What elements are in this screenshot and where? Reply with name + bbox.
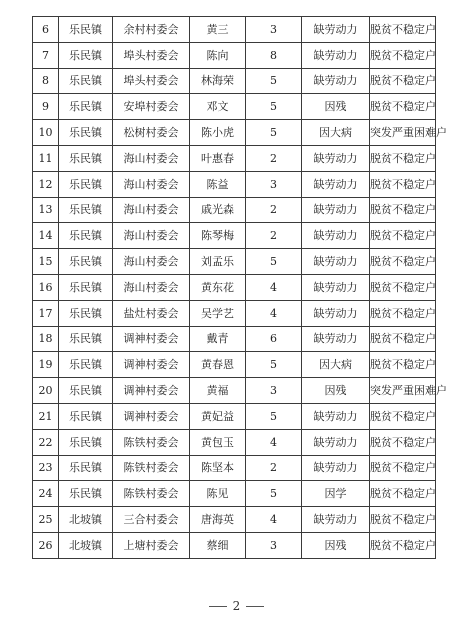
household-size-cell: 4	[246, 300, 302, 326]
household-type-cell: 脱贫不稳定户	[370, 249, 436, 275]
household-type-cell: 突发严重困难户	[370, 378, 436, 404]
village-committee-cell: 埠头村委会	[113, 68, 190, 94]
poverty-reason-cell: 缺劳动力	[302, 223, 370, 249]
row-number: 18	[33, 326, 59, 352]
village-committee-cell: 盐灶村委会	[113, 300, 190, 326]
table-row	[33, 94, 436, 120]
page-number: 2	[232, 599, 241, 613]
page-footer	[0, 599, 473, 613]
poverty-reason-cell: 缺劳动力	[302, 197, 370, 223]
row-number: 13	[33, 197, 59, 223]
row-number: 11	[33, 145, 59, 171]
poverty-reason-cell: 缺劳动力	[302, 17, 370, 43]
householder-name-cell: 唐海英	[190, 507, 246, 533]
household-size-cell: 2	[246, 197, 302, 223]
village-committee-cell: 余村村委会	[113, 17, 190, 43]
village-committee-cell: 安埠村委会	[113, 94, 190, 120]
household-type-cell: 脱贫不稳定户	[370, 171, 436, 197]
household-type-cell: 脱贫不稳定户	[370, 326, 436, 352]
household-size-cell: 3	[246, 17, 302, 43]
household-type-cell: 脱贫不稳定户	[370, 17, 436, 43]
household-size-cell: 4	[246, 429, 302, 455]
row-number: 23	[33, 455, 59, 481]
householder-name-cell: 陈益	[190, 171, 246, 197]
village-committee-cell: 调神村委会	[113, 403, 190, 429]
householder-name-cell: 吴学艺	[190, 300, 246, 326]
village-committee-cell: 调神村委会	[113, 326, 190, 352]
town-cell: 乐民镇	[59, 120, 113, 146]
footer-dash-right	[246, 606, 264, 607]
table-row	[33, 507, 436, 533]
town-cell: 北坡镇	[59, 532, 113, 558]
town-cell: 乐民镇	[59, 274, 113, 300]
poverty-reason-cell: 因残	[302, 378, 370, 404]
town-cell: 乐民镇	[59, 171, 113, 197]
householder-name-cell: 林海荣	[190, 68, 246, 94]
row-number: 6	[33, 17, 59, 43]
householder-name-cell: 陈小虎	[190, 120, 246, 146]
village-committee-cell: 陈铁村委会	[113, 481, 190, 507]
householder-name-cell: 邓文	[190, 94, 246, 120]
row-number: 24	[33, 481, 59, 507]
householder-name-cell: 叶惠春	[190, 145, 246, 171]
household-type-cell: 脱贫不稳定户	[370, 42, 436, 68]
town-cell: 北坡镇	[59, 507, 113, 533]
household-type-cell: 脱贫不稳定户	[370, 455, 436, 481]
table-row	[33, 120, 436, 146]
town-cell: 乐民镇	[59, 481, 113, 507]
household-size-cell: 3	[246, 532, 302, 558]
town-cell: 乐民镇	[59, 223, 113, 249]
household-type-cell: 脱贫不稳定户	[370, 507, 436, 533]
row-number: 16	[33, 274, 59, 300]
row-number: 19	[33, 352, 59, 378]
household-type-cell: 脱贫不稳定户	[370, 68, 436, 94]
household-size-cell: 3	[246, 171, 302, 197]
household-size-cell: 2	[246, 223, 302, 249]
poverty-reason-cell: 缺劳动力	[302, 171, 370, 197]
household-type-cell: 脱贫不稳定户	[370, 300, 436, 326]
table-row	[33, 274, 436, 300]
poverty-reason-cell: 缺劳动力	[302, 274, 370, 300]
town-cell: 乐民镇	[59, 378, 113, 404]
table-row	[33, 300, 436, 326]
table-row	[33, 481, 436, 507]
village-committee-cell: 三合村委会	[113, 507, 190, 533]
town-cell: 乐民镇	[59, 326, 113, 352]
poverty-reason-cell: 缺劳动力	[302, 42, 370, 68]
household-type-cell: 脱贫不稳定户	[370, 429, 436, 455]
household-size-cell: 2	[246, 455, 302, 481]
household-size-cell: 5	[246, 68, 302, 94]
table-row	[33, 223, 436, 249]
village-committee-cell: 海山村委会	[113, 197, 190, 223]
table-row	[33, 532, 436, 558]
town-cell: 乐民镇	[59, 429, 113, 455]
town-cell: 乐民镇	[59, 197, 113, 223]
household-type-cell: 脱贫不稳定户	[370, 352, 436, 378]
householder-name-cell: 陈琴梅	[190, 223, 246, 249]
householder-name-cell: 戚光森	[190, 197, 246, 223]
village-committee-cell: 陈铁村委会	[113, 455, 190, 481]
household-size-cell: 3	[246, 378, 302, 404]
household-type-cell: 脱贫不稳定户	[370, 145, 436, 171]
poverty-reason-cell: 缺劳动力	[302, 403, 370, 429]
village-committee-cell: 埠头村委会	[113, 42, 190, 68]
household-type-cell: 脱贫不稳定户	[370, 481, 436, 507]
table-row	[33, 42, 436, 68]
table-row	[33, 17, 436, 43]
row-number: 21	[33, 403, 59, 429]
household-type-cell: 脱贫不稳定户	[370, 403, 436, 429]
town-cell: 乐民镇	[59, 300, 113, 326]
household-size-cell: 4	[246, 274, 302, 300]
poverty-reason-cell: 因大病	[302, 352, 370, 378]
poverty-reason-cell: 因学	[302, 481, 370, 507]
householder-name-cell: 黄三	[190, 17, 246, 43]
village-committee-cell: 海山村委会	[113, 171, 190, 197]
row-number: 14	[33, 223, 59, 249]
row-number: 26	[33, 532, 59, 558]
householder-name-cell: 戴青	[190, 326, 246, 352]
table-row	[33, 352, 436, 378]
table-row	[33, 171, 436, 197]
table-row	[33, 249, 436, 275]
householder-name-cell: 黄福	[190, 378, 246, 404]
household-type-cell: 脱贫不稳定户	[370, 94, 436, 120]
householder-name-cell: 蔡细	[190, 532, 246, 558]
town-cell: 乐民镇	[59, 455, 113, 481]
table-row	[33, 145, 436, 171]
row-number: 8	[33, 68, 59, 94]
table-row	[33, 403, 436, 429]
table-row	[33, 455, 436, 481]
household-table	[32, 16, 447, 559]
household-size-cell: 8	[246, 42, 302, 68]
poverty-reason-cell: 缺劳动力	[302, 455, 370, 481]
householder-name-cell: 黄包玉	[190, 429, 246, 455]
household-type-cell: 突发严重困难户	[370, 120, 436, 146]
poverty-reason-cell: 因大病	[302, 120, 370, 146]
town-cell: 乐民镇	[59, 403, 113, 429]
village-committee-cell: 海山村委会	[113, 274, 190, 300]
poverty-reason-cell: 缺劳动力	[302, 326, 370, 352]
row-number: 17	[33, 300, 59, 326]
household-size-cell: 5	[246, 120, 302, 146]
table-row	[33, 326, 436, 352]
village-committee-cell: 陈铁村委会	[113, 429, 190, 455]
household-type-cell: 脱贫不稳定户	[370, 274, 436, 300]
village-committee-cell: 上塘村委会	[113, 532, 190, 558]
poverty-reason-cell: 缺劳动力	[302, 145, 370, 171]
household-size-cell: 2	[246, 145, 302, 171]
table-row	[33, 68, 436, 94]
household-size-cell: 5	[246, 352, 302, 378]
household-size-cell: 5	[246, 481, 302, 507]
row-number: 10	[33, 120, 59, 146]
householder-name-cell: 黄春恩	[190, 352, 246, 378]
village-committee-cell: 海山村委会	[113, 145, 190, 171]
householder-name-cell: 黄东花	[190, 274, 246, 300]
table-row	[33, 197, 436, 223]
household-type-cell: 脱贫不稳定户	[370, 532, 436, 558]
village-committee-cell: 调神村委会	[113, 378, 190, 404]
table-row	[33, 378, 436, 404]
household-size-cell: 5	[246, 94, 302, 120]
household-type-cell: 脱贫不稳定户	[370, 197, 436, 223]
row-number: 12	[33, 171, 59, 197]
household-type-cell: 脱贫不稳定户	[370, 223, 436, 249]
household-size-cell: 5	[246, 249, 302, 275]
poverty-reason-cell: 缺劳动力	[302, 300, 370, 326]
householder-name-cell: 黄妃益	[190, 403, 246, 429]
village-committee-cell: 海山村委会	[113, 249, 190, 275]
table-row	[33, 429, 436, 455]
town-cell: 乐民镇	[59, 17, 113, 43]
household-size-cell: 6	[246, 326, 302, 352]
householder-name-cell: 刘孟乐	[190, 249, 246, 275]
row-number: 25	[33, 507, 59, 533]
poverty-reason-cell: 缺劳动力	[302, 68, 370, 94]
householder-name-cell: 陈向	[190, 42, 246, 68]
town-cell: 乐民镇	[59, 42, 113, 68]
poverty-reason-cell: 缺劳动力	[302, 507, 370, 533]
householder-name-cell: 陈见	[190, 481, 246, 507]
household-size-cell: 5	[246, 403, 302, 429]
town-cell: 乐民镇	[59, 352, 113, 378]
row-number: 20	[33, 378, 59, 404]
household-size-cell: 4	[246, 507, 302, 533]
row-number: 22	[33, 429, 59, 455]
poverty-reason-cell: 因残	[302, 94, 370, 120]
footer-dash-left	[209, 606, 227, 607]
row-number: 9	[33, 94, 59, 120]
householder-name-cell: 陈坚本	[190, 455, 246, 481]
town-cell: 乐民镇	[59, 68, 113, 94]
village-committee-cell: 调神村委会	[113, 352, 190, 378]
row-number: 7	[33, 42, 59, 68]
poverty-reason-cell: 缺劳动力	[302, 429, 370, 455]
row-number: 15	[33, 249, 59, 275]
town-cell: 乐民镇	[59, 249, 113, 275]
poverty-reason-cell: 因残	[302, 532, 370, 558]
table-body	[33, 17, 447, 559]
town-cell: 乐民镇	[59, 94, 113, 120]
poverty-reason-cell: 缺劳动力	[302, 249, 370, 275]
town-cell: 乐民镇	[59, 145, 113, 171]
village-committee-cell: 海山村委会	[113, 223, 190, 249]
village-committee-cell: 松树村委会	[113, 120, 190, 146]
